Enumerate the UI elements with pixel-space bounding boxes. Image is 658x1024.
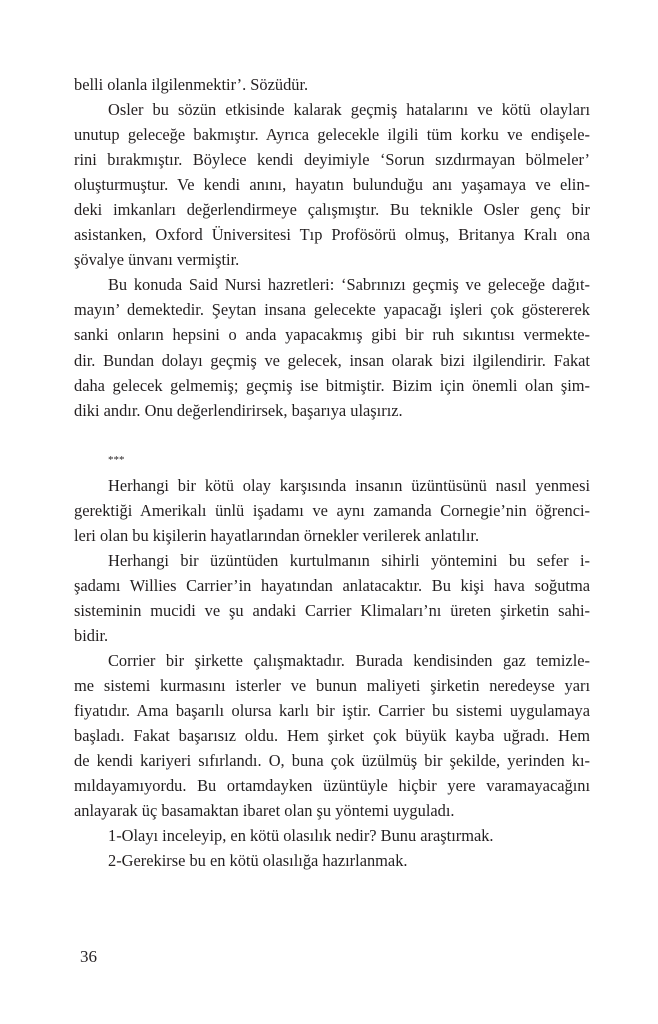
section-separator: *** <box>108 453 125 466</box>
list-item: 1-Olayı inceleyip, en kötü olasılık nedir? Bunu araştırmak. <box>108 826 494 846</box>
text-line: sanki onların hepsini o anda yapacakmış gibi bir ruh sıkıntısı vermekte- <box>74 325 590 345</box>
paragraph-start: Herhangi bir kötü olay karşısında insanın üzüntüsünü nasıl yenmesi <box>108 475 590 495</box>
text-line: şövalye ünvanı vermiştir. <box>74 250 240 270</box>
text-line: diki andır. Onu değerlendirirsek, başarıya ulaşırız. <box>74 400 403 420</box>
text-line: anlayarak üç basamaktan ibaret olan şu yöntemi uyguladı. <box>74 801 455 821</box>
page-body <box>74 72 590 874</box>
text-line: bidir. <box>74 626 109 646</box>
text-line: mayın’ demektedir. Şeytan insana gelecekte yapacağı işleri çok göstererek <box>74 300 590 320</box>
page-number: 36 <box>80 947 97 966</box>
text-line: fiyatıdır. Ama başarılı olursa karlı bir iştir. Carrier bu sistemi uygulamaya <box>74 701 590 721</box>
paragraph-start: Corrier bir şirkette çalışmaktadır. Burada kendisinden gaz temizle- <box>108 651 590 671</box>
text-line: oluşturmuştur. Ve kendi anını, hayatın bulunduğu anı yaşamaya ve elin- <box>74 175 590 195</box>
paragraph-start: Osler bu sözün etkisinde kalarak geçmiş hatalarını ve kötü olayları <box>108 100 590 120</box>
text-line: gerektiği Amerikalı ünlü işadamı ve aynı zamanda Cornegie’nin öğrenci- <box>74 500 590 520</box>
list-item: 2-Gerekirse bu en kötü olasılığa hazırlanmak. <box>108 851 408 871</box>
text-line: başladı. Fakat başarısız oldu. Hem şirket çok büyük kayba uğradı. Hem <box>74 726 590 746</box>
text-line: daha gelecek gelmemiş; geçmiş ise bitmiştir. Bizim için önemli olan şim- <box>74 375 590 395</box>
paragraph-start: Herhangi bir üzüntüden kurtulmanın sihirli yöntemini bu sefer i- <box>108 550 590 570</box>
text-line: dir. Bundan dolayı geçmiş ve gelecek, insan olarak bizi ilgilendirir. Fakat <box>74 350 590 370</box>
text-line: de kendi kariyeri sıfırlandı. O, buna çok üzülmüş bir şekilde, yerinden kı- <box>74 751 590 771</box>
text-line: unutup geleceğe bakmıştır. Ayrıca gelecekle ilgili tüm korku ve endişele- <box>74 125 590 145</box>
text-line: deki imkanları değerlendirmeye çalışmıştır. Bu teknikle Osler genç bir <box>74 200 590 220</box>
paragraph-start: Bu konuda Said Nursi hazretleri: ‘Sabrınızı geçmiş ve geleceğe dağıt- <box>108 275 590 295</box>
text-line: leri olan bu kişilerin hayatlarından örnekler verilerek anlatılır. <box>74 525 480 545</box>
text-line: me sistemi kurmasını isterler ve bunun maliyeti şirketin neredeyse yarı <box>74 676 590 696</box>
text-line: mıldayamıyordu. Bu ortamdayken üzüntüyle hiçbir yere varamayacağını <box>74 776 590 796</box>
text-line: sisteminin mucidi ve şu andaki Carrier Klimaları’nı üreten şirketin sahi- <box>74 600 590 620</box>
text-line: belli olanla ilgilenmektir’. Sözüdür. <box>74 75 309 94</box>
text-line: rini bırakmıştır. Böylece kendi deyimiyle ‘Sorun sızdırmayan bölmeler’ <box>74 150 590 170</box>
text-line: şadamı Willies Carrier’in hayatından anlatacaktır. Bu kişi hava soğutma <box>74 575 590 595</box>
text-line: asistanken, Oxford Üniversitesi Tıp Profösörü olmuş, Britanya Kralı ona <box>74 225 590 245</box>
blank-line <box>74 423 590 448</box>
